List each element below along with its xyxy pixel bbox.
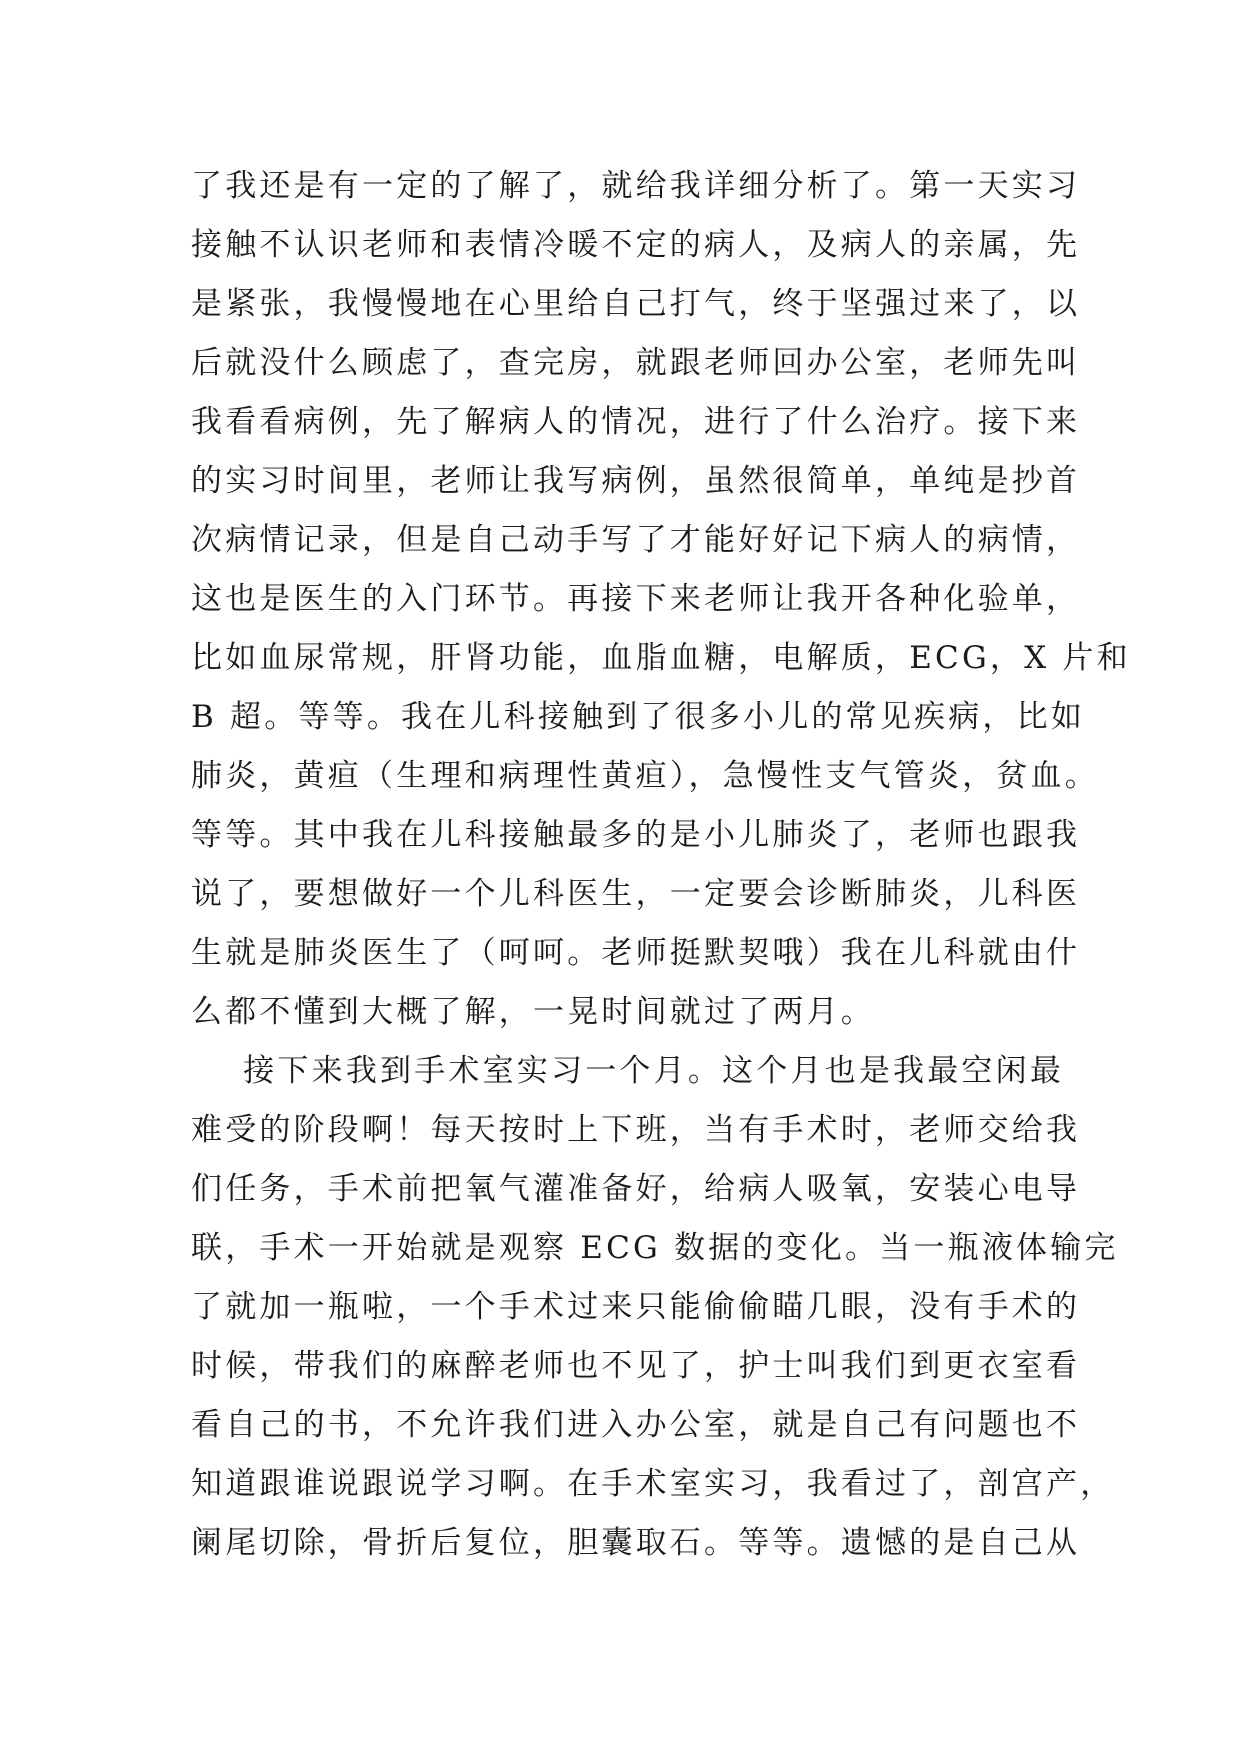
text-line: 是紧张，我慢慢地在心里给自己打气，终于坚强过来了，以 <box>191 286 1081 322</box>
text-line: 接触不认识老师和表情冷暖不定的病人，及病人的亲属，先 <box>191 227 1081 263</box>
text-line: 看自己的书，不允许我们进入办公室，就是自己有问题也不 <box>191 1407 1081 1443</box>
text-line: 联，手术一开始就是观察 ECG 数据的变化。当一瓶液体输完 <box>191 1230 1119 1266</box>
text-line: 肺炎，黄疸（生理和病理性黄疸），急慢性支气管炎，贫血。 <box>191 758 1099 794</box>
text-line: 难受的阶段啊！每天按时上下班，当有手术时，老师交给我 <box>191 1112 1081 1148</box>
text-line: 知道跟谁说跟说学习啊。在手术室实习，我看过了，剖宫产， <box>191 1466 1115 1502</box>
text-line: 接下来我到手术室实习一个月。这个月也是我最空闲最 <box>191 1053 1065 1089</box>
text-line: 说了，要想做好一个儿科医生，一定要会诊断肺炎，儿科医 <box>191 876 1081 912</box>
text-line: 么都不懂到大概了解，一晃时间就过了两月。 <box>191 994 875 1030</box>
text-line: 这也是医生的入门环节。再接下来老师让我开各种化验单， <box>191 581 1081 617</box>
text-line: 阑尾切除，骨折后复位，胆囊取石。等等。遗憾的是自己从 <box>191 1525 1081 1561</box>
text-line: 们任务，手术前把氧气灌准备好，给病人吸氧，安装心电导 <box>191 1171 1081 1207</box>
text-line: 比如血尿常规，肝肾功能，血脂血糖，电解质，ECG，X 片和 <box>191 640 1131 676</box>
text-line: 我看看病例，先了解病人的情况，进行了什么治疗。接下来 <box>191 404 1081 440</box>
text-line: 次病情记录，但是自己动手写了才能好好记下病人的病情， <box>191 522 1081 558</box>
text-line: 了我还是有一定的了解了，就给我详细分析了。第一天实习 <box>191 168 1081 204</box>
text-line: 后就没什么顾虑了，查完房，就跟老师回办公室，老师先叫 <box>191 345 1081 381</box>
text-line: 等等。其中我在儿科接触最多的是小儿肺炎了，老师也跟我 <box>191 817 1081 853</box>
body-text <box>191 157 1131 1573</box>
text-line: 时候，带我们的麻醉老师也不见了，护士叫我们到更衣室看 <box>191 1348 1081 1384</box>
text-line: B 超。等等。我在儿科接触到了很多小儿的常见疾病，比如 <box>191 699 1086 735</box>
text-line: 生就是肺炎医生了（呵呵。老师挺默契哦）我在儿科就由什 <box>191 935 1081 971</box>
text-line: 了就加一瓶啦，一个手术过来只能偷偷瞄几眼，没有手术的 <box>191 1289 1081 1325</box>
text-line: 的实习时间里，老师让我写病例，虽然很简单，单纯是抄首 <box>191 463 1081 499</box>
